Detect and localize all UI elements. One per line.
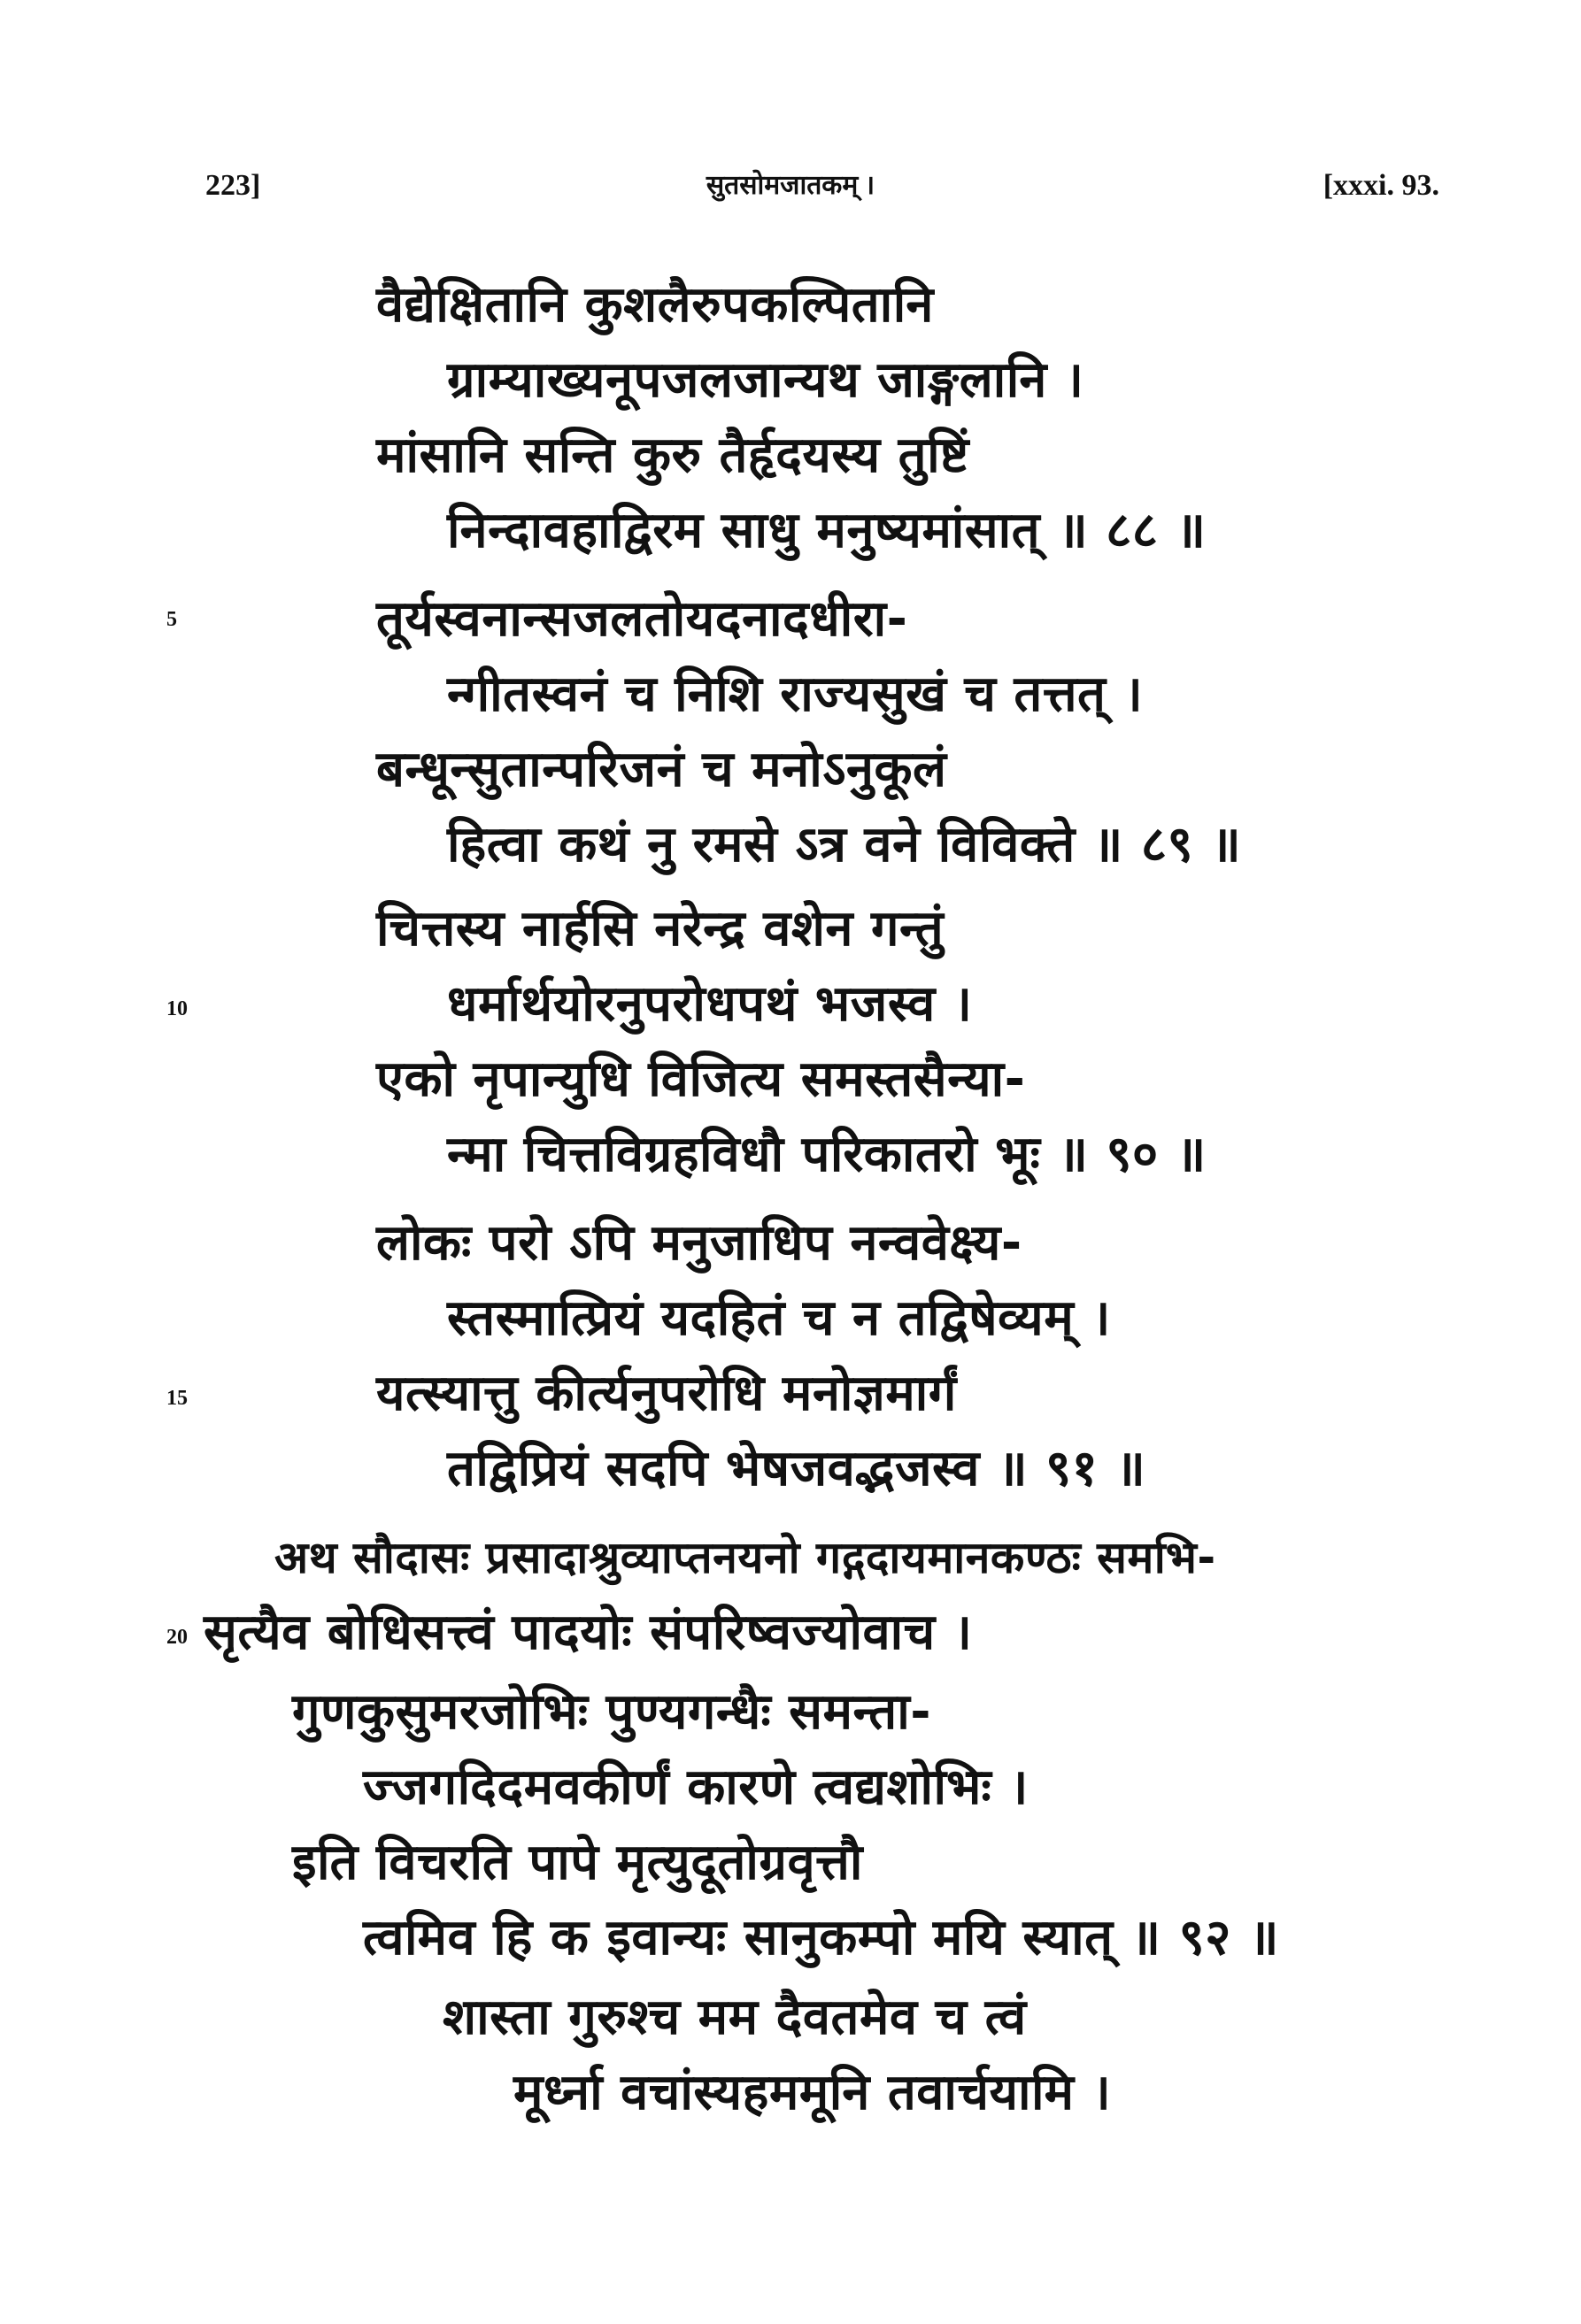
prose-line: अथ सौदासः प्रसादाश्रुव्याप्तनयनो गद्गदायमानकण्ठः समभि- (274, 1532, 1216, 1583)
verse-line: इति विचरति पापे मृत्युदूतोग्रवृत्तौ (292, 1834, 863, 1891)
verse-line: वैद्येक्षितानि कुशलैरुपकल्पितानि (376, 276, 934, 334)
verse-line: लोकः परो ऽपि मनुजाधिप नन्ववेक्ष्य- (376, 1214, 1022, 1272)
verse-line: यत्स्यात्तु कीर्त्यनुपरोधि मनोज्ञमार्गं (376, 1365, 957, 1422)
line-number: 5 (166, 608, 177, 631)
verse-line: त्वमिव हि क इवान्यः सानुकम्पो मयि स्यात् ॥ ९२ ॥ (363, 1909, 1279, 1966)
verse-line: न्गीतस्वनं च निशि राज्यसुखं च तत्तत् । (447, 666, 1144, 723)
running-title: सुतसोमजातकम् । (706, 171, 875, 200)
line-number: 10 (166, 997, 188, 1020)
verse-line: शास्ता गुरुश्च मम दैवतमेव च त्वं (443, 1989, 1027, 2046)
prose-line: सृत्यैव बोधिसत्त्वं पादयोः संपरिष्वज्योवाच । (204, 1604, 973, 1661)
line-number: 20 (166, 1626, 188, 1649)
verse-line: ग्राम्याख्यनूपजलजान्यथ जाङ्गलानि । (447, 351, 1084, 409)
verse-line: न्मा चित्तविग्रहविधौ परिकातरो भूः ॥ ९० ॥ (447, 1126, 1207, 1183)
verse-line: निन्दावहाद्विरम साधु मनुष्यमांसात् ॥ ८८ ॥ (447, 502, 1207, 559)
verse-line: धर्मार्थयोरनुपरोधपथं भजस्व । (447, 975, 973, 1033)
verse-line: बन्धून्सुतान्परिजनं च मनोऽनुकूलं (376, 741, 947, 798)
verse-line: ज्जगदिदमवकीर्णं कारणे त्वद्यशोभिः । (363, 1758, 1029, 1816)
verse-line: चित्तस्य नार्हसि नरेन्द्र वशेन गन्तुं (376, 900, 945, 958)
verse-line: तूर्यस्वनान्सजलतोयदनादधीरा- (376, 590, 908, 648)
verse-line: गुणकुसुमरजोभिः पुण्यगन्धैः समन्ता- (292, 1683, 931, 1741)
verse-line: एको नृपान्युधि विजित्य समस्तसैन्या- (376, 1050, 1026, 1108)
verse-line: मूर्ध्ना वचांस्यहममूनि तवार्चयामि । (513, 2064, 1112, 2121)
verse-line: स्तस्मात्प्रियं यदहितं च न तद्विषेव्यम् । (447, 1289, 1111, 1347)
verse-line: मांसानि सन्ति कुरु तैर्हृदयस्य तुष्टिं (376, 427, 969, 484)
chapter-reference: [xxxi. 93. (1323, 169, 1439, 202)
line-number: 15 (166, 1387, 188, 1410)
verse-line: हित्वा कथं नु रमसे ऽत्र वने विविक्ते ॥ ८९ ॥ (447, 816, 1242, 873)
verse-line: तद्विप्रियं सदपि भेषजवद्भजस्व ॥ ९१ ॥ (447, 1440, 1146, 1497)
page-number: 223] (205, 169, 261, 202)
